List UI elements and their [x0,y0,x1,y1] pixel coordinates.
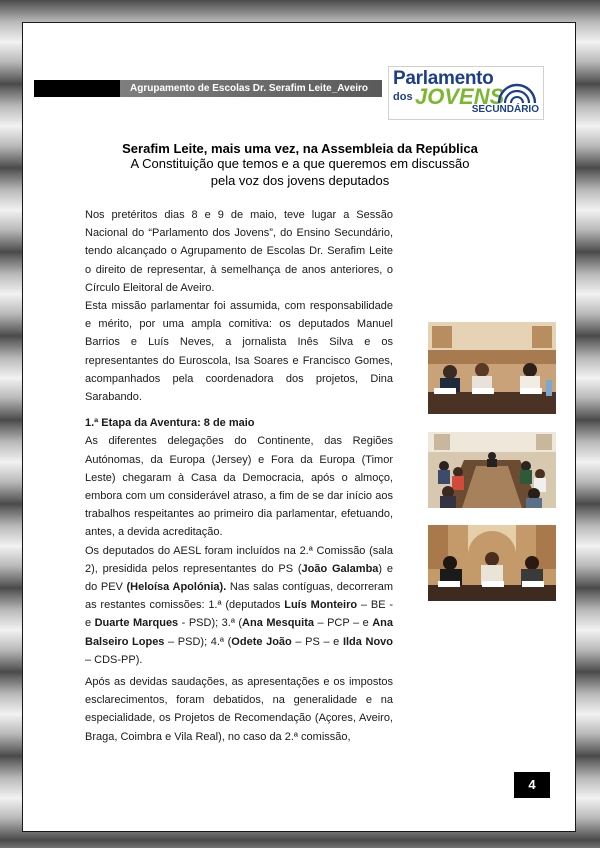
logo-word-secundario: SECUNDÁRIO [471,104,539,115]
logo-word-parlamento: Parlamento [393,68,494,89]
paragraph-4: Os deputados do AESL foram incluídos na 2.ª Comissão (sala 2), presidida pelos representantes do PS (João Galamba) e do PEV (Heloísa Apolónia). Nas salas contíguas, decorreram as restantes comissões: 1.ª (deputados Luís Monteiro – BE - e Duarte Marques - PSD); 3.ª (Ana Mesquita – PCP – e Ana Balseiro Lopes – PSD); 4.ª (Odete João – PS – e Ilda Novo – CDS-PP). [85,544,394,666]
article-title: Serafim Leite, mais uma vez, na Assembleia da República [122,141,478,156]
article-subtitle-line1: A Constituição que temos e a que queremos em discussão [130,156,470,171]
section-heading: 1.ª Etapa da Aventura: 8 de maio [85,417,255,430]
photo-committee-room [428,432,556,508]
logo-word-dos: dos [393,91,413,103]
parlamento-dos-jovens-logo [388,66,544,120]
paragraph-5: Após as devidas saudações, as apresentações e os impostos esclarecimentos, foram debatidos, na generalidade e na especialidade, os Projetos de Recomendação (Açores, Aveiro, Braga, Coimbra e Vila Real), no caso da 2.ª comissão, [85,676,393,743]
page-number: 4 [514,772,550,798]
paragraph-3: As diferentes delegações do Continente, das Regiões Autónomas, da Europa (Jersey) e Fora da Europa (Timor Leste) chegaram à Casa da Democracia, após o almoço, embora com um considerável atraso, a fim de se dar início aos trabalhos respeitantes ao primeiro dia parlamentar, efetuando, antes, a devida acreditação. [85,435,393,539]
article-subtitle-line2: pela voz dos jovens deputados [210,173,390,188]
paragraph-1: Nos pretéritos dias 8 e 9 de maio, teve lugar a Sessão Nacional do “Parlamento dos Jovens”, do Ensino Secundário, tendo alcançado o Agrupamento de Escolas Dr. Serafim Leite o direito de representar, à semelhança de anos anteriores, o Círculo Eleitoral de Aveiro. [85,209,393,294]
header-black-block [34,80,120,97]
paragraph-2: Esta missão parlamentar foi assumida, com responsabilidade e mérito, por uma ampla comitiva: os deputados Manuel Barrios e Luís Neves, a jornalista Inês Silva e os representantes do Euroscola, Isa Soares e Francisco Gomes, acompanhados pela coordenadora dos projetos, Dina Sarabando. [85,300,393,404]
article-body [85,206,393,746]
header-school-name: Agrupamento de Escolas Dr. Serafim Leite_Aveiro [130,83,369,94]
photo-panel-table [428,322,556,414]
logo-word-jovens: JOVENS [415,84,505,109]
hemicycle-icon [497,83,537,105]
photo-deputies-desk [428,525,556,601]
